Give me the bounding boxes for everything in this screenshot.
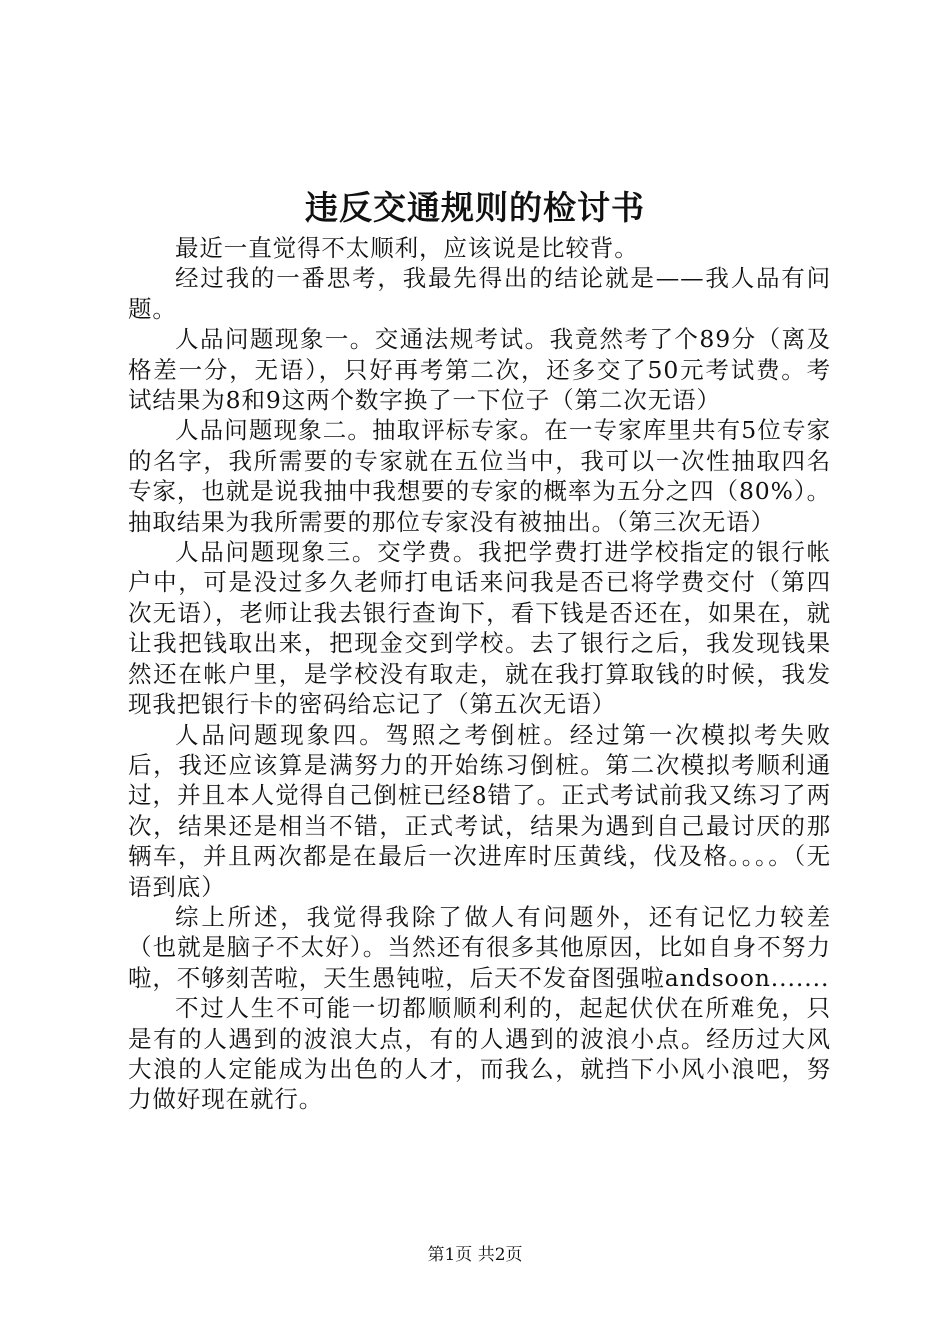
paragraph: 不过人生不可能一切都顺顺利利的，起起伏伏在所难免，只是有的人遇到的波浪大点，有的人遇到的波浪小点。经历过大风大浪的人定能成为出色的人才，而我么，就挡下小风小浪吧，努力做好现在就行。	[128, 994, 831, 1114]
paragraph: 经过我的一番思考，我最先得出的结论就是——我人品有问题。	[128, 264, 831, 323]
paragraph: 人品问题现象三。交学费。我把学费打进学校指定的银行帐户中，可是没过多久老师打电话来问我是否已将学费交付（第四次无语），老师让我去银行查询下，看下钱是否还在，如果在，就让我把钱取出来，把现金交到学校。去了银行之后，我发现钱果然还在帐户里，是学校没有取走，就在我打算取钱的时候，我发现我把银行卡的密码给忘记了（第五次无语）	[128, 538, 831, 719]
page-number-footer: 第1页 共2页	[427, 1245, 523, 1265]
paragraph: 人品问题现象二。抽取评标专家。在一专家库里共有5位专家的名字，我所需要的专家就在五位当中，我可以一次性抽取四名专家，也就是说我抽中我想要的专家的概率为五分之四（80%）。抽取结果为我所需要的那位专家没有被抽出。（第三次无语）	[128, 416, 831, 536]
paragraph: 人品问题现象一。交通法规考试。我竟然考了个89分（离及格差一分，无语），只好再考第二次，还多交了50元考试费。考试结果为8和9这两个数字换了一下位子（第二次无语）	[128, 325, 831, 415]
paragraph: 综上所述，我觉得我除了做人有问题外，还有记忆力较差（也就是脑子不太好）。当然还有很多其他原因，比如自身不努力啦，不够刻苦啦，天生愚钝啦，后天不发奋图强啦andsoon.......	[128, 902, 831, 992]
document-title: 违反交通规则的检讨书	[305, 188, 645, 227]
paragraph: 人品问题现象四。驾照之考倒桩。经过第一次模拟考失败后，我还应该算是满努力的开始练习倒桩。第二次模拟考顺利通过，并且本人觉得自己倒桩已经8错了。正式考试前我又练习了两次，结果还是相当不错，正式考试，结果为遇到自己最讨厌的那辆车，并且两次都是在最后一次进库时压黄线，伐及格。。。。（无语到底）	[128, 720, 831, 901]
paragraph: 最近一直觉得不太顺利，应该说是比较背。	[175, 234, 639, 262]
document-body	[128, 233, 831, 1115]
